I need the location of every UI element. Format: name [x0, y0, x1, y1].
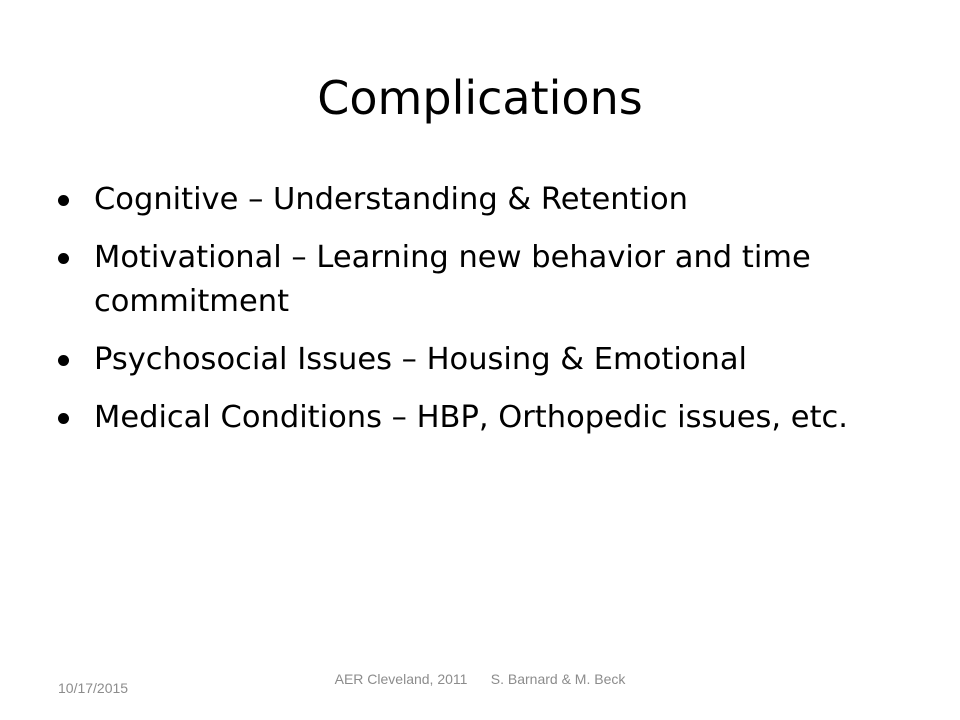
slide-title: Complications — [317, 71, 643, 125]
bullet-text: Motivational – Learning new behavior and time commitment — [94, 240, 811, 319]
bullet-item-psychosocial — [58, 338, 898, 382]
bullet-item-medical — [58, 396, 898, 440]
bullet-dot-icon — [58, 355, 69, 366]
bullet-dot-icon — [58, 253, 69, 264]
bullet-dot-icon — [58, 413, 69, 424]
bullet-item-cognitive — [58, 178, 898, 222]
footer-center-text: AER Cleveland, 2011 S. Barnard & M. Beck — [334, 671, 626, 687]
footer-date: 10/17/2015 — [58, 680, 129, 696]
bullet-text: Cognitive – Understanding & Retention — [94, 182, 688, 217]
bullet-item-motivational — [58, 236, 898, 324]
bullet-text: Medical Conditions – HBP, Orthopedic issues, etc. — [94, 400, 848, 435]
bullet-list — [58, 178, 898, 454]
bullet-dot-icon — [58, 195, 69, 206]
bullet-text: Psychosocial Issues – Housing & Emotional — [94, 342, 747, 377]
